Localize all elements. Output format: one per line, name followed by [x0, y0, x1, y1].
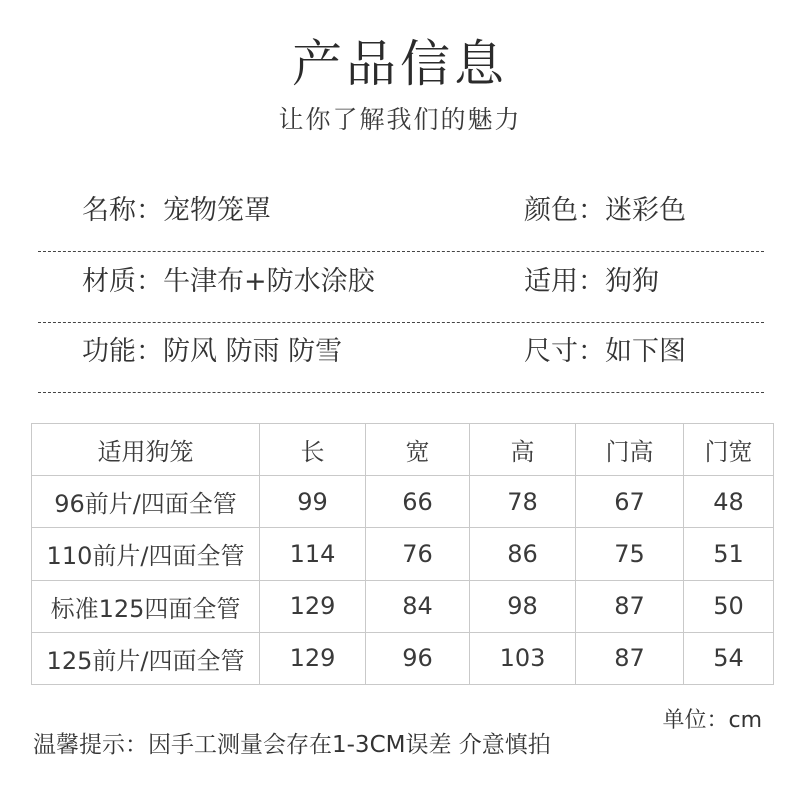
info-row-name-color	[38, 180, 764, 252]
cell-door-width: 51	[684, 528, 774, 580]
header-length: 长	[260, 424, 366, 476]
cell-door-height: 75	[576, 528, 684, 580]
table-row	[32, 528, 774, 580]
header-door-height: 门高	[576, 424, 684, 476]
info-usage: 适用：狗狗	[524, 266, 659, 297]
info-row-material-usage	[38, 251, 764, 323]
cell-width: 96	[366, 632, 470, 684]
cell-cage-type: 110前片/四面全管	[32, 528, 260, 580]
cell-cage-type: 96前片/四面全管	[32, 476, 260, 528]
info-function: 功能：防风 防雨 防雪	[82, 336, 343, 367]
cell-length: 99	[260, 476, 366, 528]
cell-cage-type: 125前片/四面全管	[32, 632, 260, 684]
header-door-width: 门宽	[684, 424, 774, 476]
info-material: 材质：牛津布+防水涂胶	[82, 266, 375, 297]
cell-width: 84	[366, 580, 470, 632]
cell-height: 86	[470, 528, 576, 580]
info-color: 颜色：迷彩色	[524, 195, 686, 226]
cell-width: 76	[366, 528, 470, 580]
cell-door-width: 50	[684, 580, 774, 632]
info-size: 尺寸：如下图	[524, 336, 686, 367]
header-cage-type: 适用狗笼	[32, 424, 260, 476]
header-height: 高	[470, 424, 576, 476]
cell-length: 129	[260, 632, 366, 684]
page-subtitle: 让你了解我们的魅力	[278, 105, 522, 134]
table-row	[32, 476, 774, 528]
size-table	[31, 423, 774, 685]
dashed-divider	[38, 392, 764, 393]
measurement-tip: 温馨提示：因手工测量会存在1-3CM误差 介意慎拍	[33, 732, 551, 758]
cell-height: 103	[470, 632, 576, 684]
cell-height: 78	[470, 476, 576, 528]
cell-door-height: 87	[576, 580, 684, 632]
table-header-row	[32, 424, 774, 476]
page-title: 产品信息	[292, 35, 508, 93]
cell-length: 114	[260, 528, 366, 580]
info-name: 名称：宠物笼罩	[82, 195, 271, 226]
cell-door-height: 67	[576, 476, 684, 528]
info-row-function-size	[38, 321, 764, 393]
table-row	[32, 580, 774, 632]
table-row	[32, 632, 774, 684]
cell-height: 98	[470, 580, 576, 632]
cell-width: 66	[366, 476, 470, 528]
header-width: 宽	[366, 424, 470, 476]
unit-label: 单位：cm	[662, 708, 762, 733]
cell-door-width: 48	[684, 476, 774, 528]
cell-cage-type: 标准125四面全管	[32, 580, 260, 632]
cell-door-height: 87	[576, 632, 684, 684]
cell-length: 129	[260, 580, 366, 632]
cell-door-width: 54	[684, 632, 774, 684]
